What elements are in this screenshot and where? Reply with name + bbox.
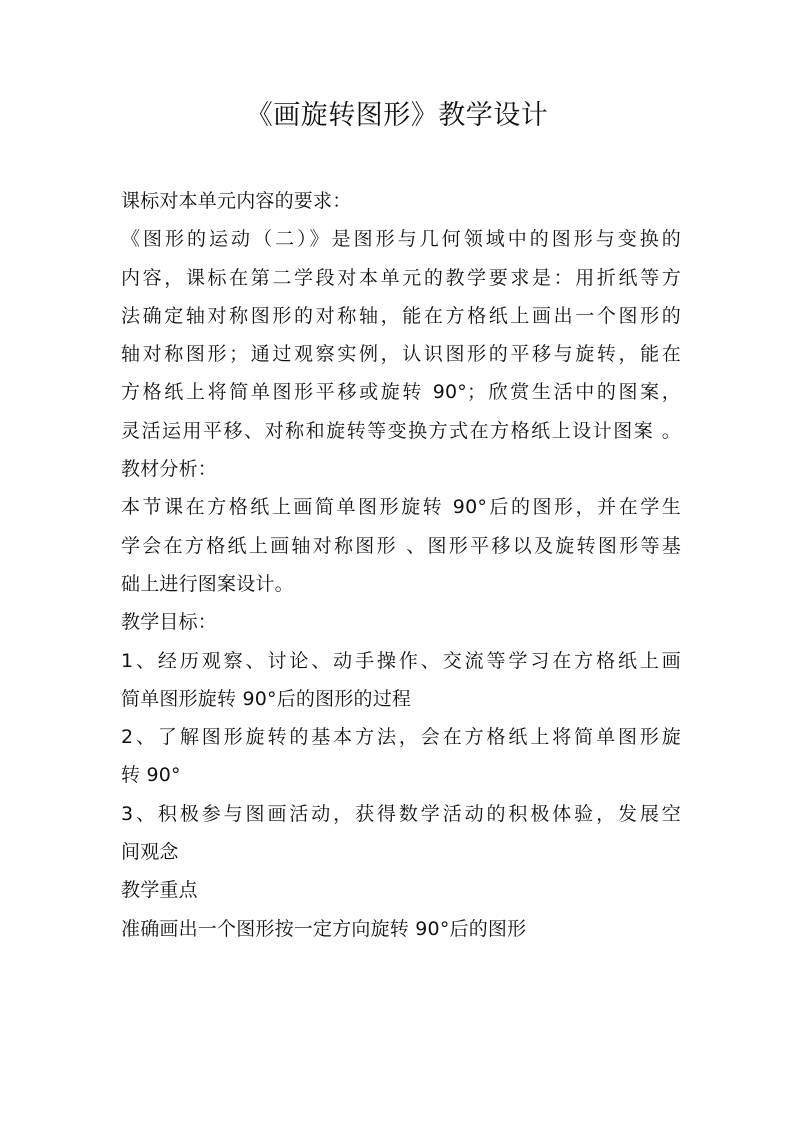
text-line: 教材分析：	[121, 458, 218, 481]
document-title: 《画旋转图形》教学设计	[245, 100, 549, 131]
text-line: 3、积极参与图画活动，获得数学活动的积极体验，发展空	[121, 802, 681, 825]
text-line: 简单图形旋转 90°后的图形的过程	[121, 687, 412, 710]
text-line: 教学重点	[121, 879, 198, 902]
text-line: 转 90°	[121, 764, 181, 787]
text-line: 课标对本单元内容的要求：	[121, 190, 352, 212]
text-line: 方格纸上将简单图形平移或旋转 90°；欣赏生活中的图案，	[121, 381, 681, 404]
document-body	[121, 182, 681, 948]
text-line: 内容，课标在第二学段对本单元的教学要求是：用折纸等方	[121, 266, 681, 289]
text-line: 轴对称图形；通过观察实例，认识图形的平移与旋转，能在	[121, 343, 681, 366]
text-line: 础上进行图案设计。	[121, 572, 294, 595]
text-line: 2、了解图形旋转的基本方法，会在方格纸上将简单图形旋	[121, 726, 681, 749]
text-line: 教学目标：	[121, 611, 218, 634]
text-line: 灵活运用平移、对称和旋转等变换方式在方格纸上设计图案 。	[121, 419, 681, 442]
text-line: 《图形的运动（二）》是图形与几何领域中的图形与变换的	[121, 228, 681, 251]
text-line: 学会在方格纸上画轴对称图形 、图形平移以及旋转图形等基	[121, 534, 681, 557]
text-line: 法确定轴对称图形的对称轴，能在方格纸上画出一个图形的	[121, 304, 681, 327]
text-line: 1、经历观察、讨论、动手操作、交流等学习在方格纸上画	[121, 649, 681, 672]
text-line: 间观念	[121, 841, 179, 864]
text-line: 准确画出一个图形按一定方向旋转 90°后的图形	[121, 917, 527, 940]
text-line: 本节课在方格纸上画简单图形旋转 90°后的图形，并在学生	[121, 496, 681, 519]
